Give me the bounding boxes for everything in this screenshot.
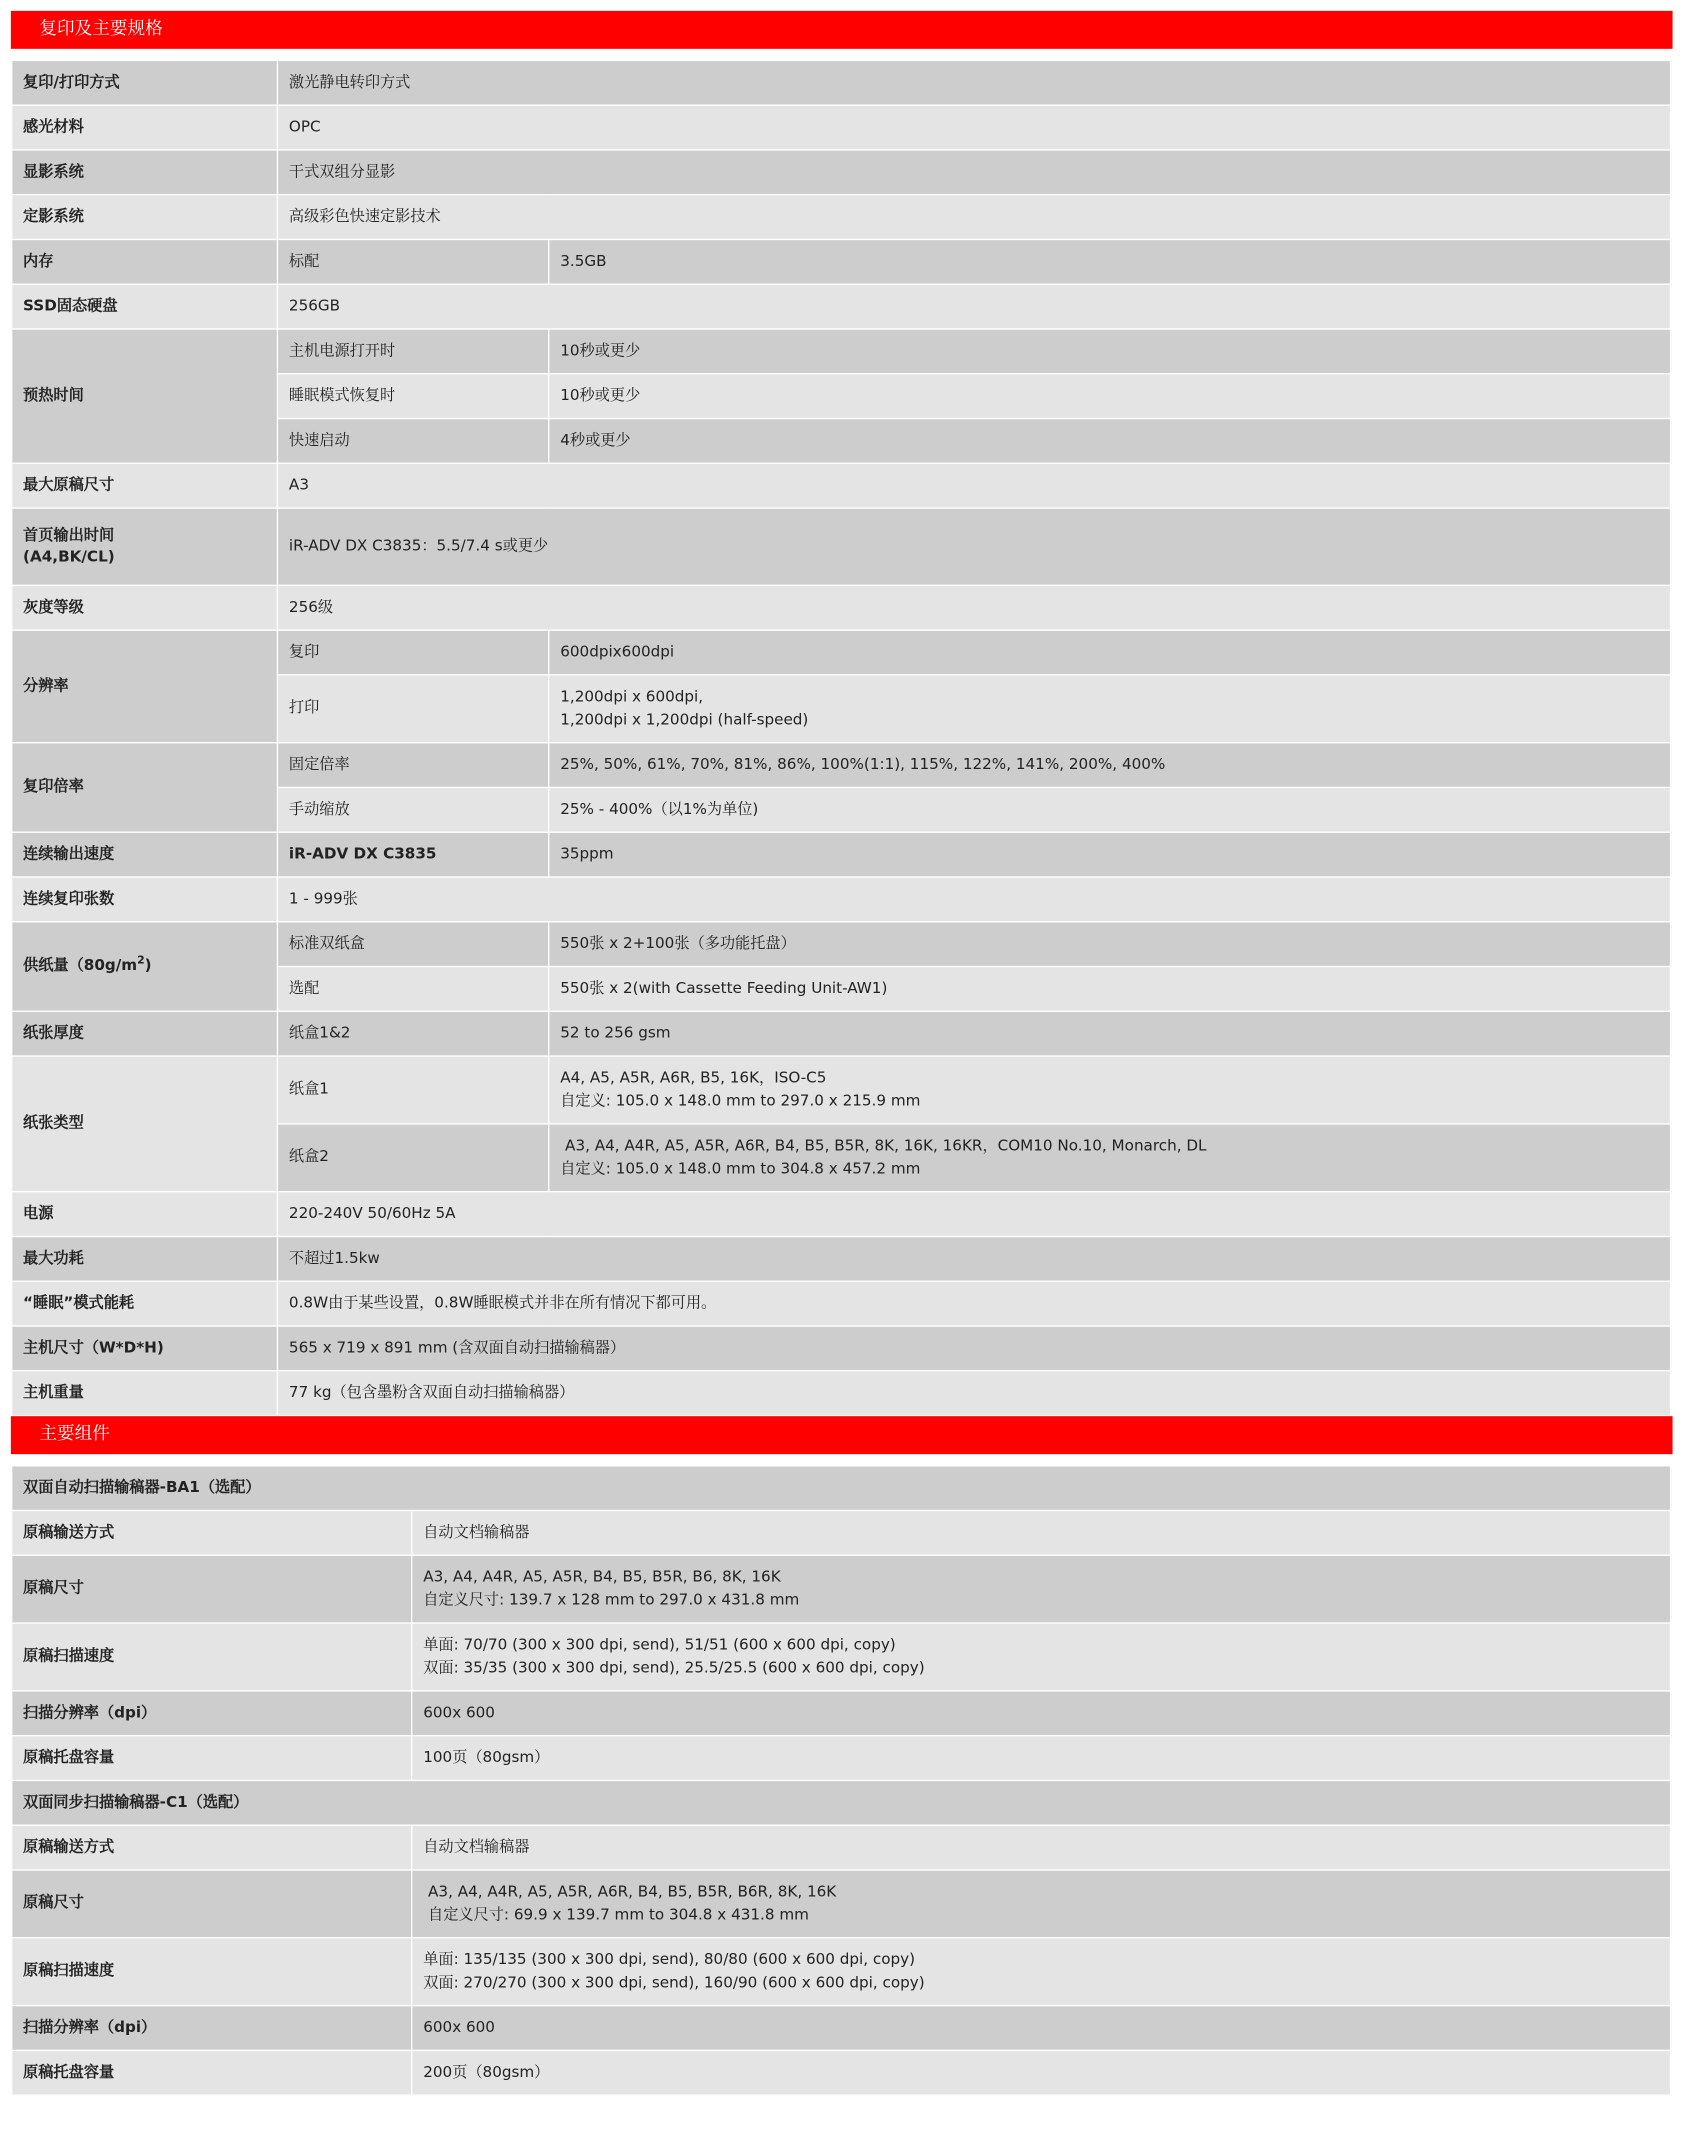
row-value: 不超过1.5kw	[277, 1236, 1670, 1281]
paper-supply-label: 供纸量（80g/m	[23, 956, 138, 975]
row-label: 主机尺寸（W*D*H)	[12, 1326, 278, 1371]
table-row	[12, 630, 1671, 675]
table-row	[12, 743, 1671, 788]
value-line: A3, A4, A4R, A5, A5R, A6R, B4, B5, B5R, 8K, 16K, 16KR，COM10 No.10, Monarch, DL	[560, 1136, 1207, 1155]
row-value: 10秒或更少	[549, 329, 1671, 374]
row-label	[12, 508, 278, 585]
row-label: 最大功耗	[12, 1236, 278, 1281]
row-value: 自动文档输稿器	[412, 1825, 1671, 1870]
table-row	[12, 922, 1671, 967]
row-sublabel: 纸盒2	[277, 1124, 548, 1192]
row-sublabel: 纸盒1	[277, 1056, 548, 1124]
value-line: 双面: 35/35 (300 x 300 dpi, send), 25.5/25.5 (600 x 600 dpi, copy)	[423, 1658, 925, 1676]
table-row	[12, 1623, 1671, 1691]
row-value: 3.5GB	[549, 239, 1671, 284]
superscript: 2	[137, 954, 145, 967]
row-value	[549, 675, 1671, 743]
row-value	[412, 1938, 1671, 2006]
component-title: 双面自动扫描输稿器-BA1（选配）	[12, 1466, 1671, 1511]
row-label: 原稿托盘容量	[12, 1736, 412, 1781]
value-line: 单面: 70/70 (300 x 300 dpi, send), 51/51 (600 x 600 dpi, copy)	[423, 1635, 896, 1654]
row-label: 定影系统	[12, 195, 278, 240]
table-row	[12, 239, 1671, 284]
main-specs-table	[11, 60, 1671, 1417]
row-sublabel: 标准双纸盒	[277, 922, 548, 967]
row-label: 原稿扫描速度	[12, 1938, 412, 2006]
row-value: 550张 x 2+100张（多功能托盘）	[549, 922, 1671, 967]
section-header-components: 主要组件	[11, 1416, 1673, 1454]
row-value: 600x 600	[412, 2006, 1671, 2051]
component-title: 双面同步扫描输稿器-C1（选配）	[12, 1780, 1671, 1825]
row-label: 原稿输送方式	[12, 1825, 412, 1870]
row-value: 自动文档输稿器	[412, 1510, 1671, 1555]
row-sublabel: 选配	[277, 967, 548, 1012]
first-copy-label-line1: 首页输出时间	[23, 525, 115, 544]
row-label: 预热时间	[12, 329, 278, 463]
row-label: 灰度等级	[12, 585, 278, 630]
value-line: 自定义尺寸: 69.9 x 139.7 mm to 304.8 x 431.8 mm	[423, 1905, 809, 1923]
row-value	[412, 1623, 1671, 1691]
row-value: 256级	[277, 585, 1670, 630]
row-value	[412, 1870, 1671, 1938]
row-label: 主机重量	[12, 1371, 278, 1416]
row-value	[549, 1124, 1671, 1192]
table-row	[12, 1510, 1671, 1555]
row-label: 原稿托盘容量	[12, 2050, 412, 2095]
table-row	[12, 1371, 1671, 1416]
row-label: SSD固态硬盘	[12, 284, 278, 329]
row-value: 565 x 719 x 891 mm (含双面自动扫描输稿器）	[277, 1326, 1670, 1371]
table-row	[12, 1825, 1671, 1870]
value-line: 1,200dpi x 1,200dpi (half-speed)	[560, 710, 809, 728]
table-row	[12, 585, 1671, 630]
row-label: 显影系统	[12, 150, 278, 195]
row-label: 原稿扫描速度	[12, 1623, 412, 1691]
table-row	[12, 1466, 1671, 1511]
row-value: 0.8W由于某些设置，0.8W睡眠模式并非在所有情况下都可用。	[277, 1281, 1670, 1326]
paper-supply-label-end: )	[144, 956, 152, 975]
row-label: 分辨率	[12, 630, 278, 743]
section-header-main-specs: 复印及主要规格	[11, 11, 1673, 49]
row-value: 600dpix600dpi	[549, 630, 1671, 675]
row-label: 纸张厚度	[12, 1011, 278, 1056]
row-value: 干式双组分显影	[277, 150, 1670, 195]
table-row	[12, 2050, 1671, 2095]
table-row	[12, 1736, 1671, 1781]
row-value	[549, 1056, 1671, 1124]
row-value: 100页（80gsm）	[412, 1736, 1671, 1781]
row-value: OPC	[277, 105, 1670, 150]
first-copy-label-line2: (A4,BK/CL)	[23, 548, 115, 566]
row-value: 220-240V 50/60Hz 5A	[277, 1192, 1670, 1237]
table-row	[12, 195, 1671, 240]
table-row	[12, 1192, 1671, 1237]
row-value: 25%, 50%, 61%, 70%, 81%, 86%, 100%(1:1), 115%, 122%, 141%, 200%, 400%	[549, 743, 1671, 788]
value-line: 自定义尺寸: 139.7 x 128 mm to 297.0 x 431.8 mm	[423, 1590, 800, 1609]
row-value: 高级彩色快速定影技术	[277, 195, 1670, 240]
row-value: 激光静电转印方式	[277, 60, 1670, 105]
row-label: 纸张类型	[12, 1056, 278, 1192]
table-row	[12, 1691, 1671, 1736]
value-line: A3, A4, A4R, A5, A5R, A6R, B4, B5, B5R, B6R, 8K, 16K	[423, 1882, 837, 1901]
table-row	[12, 1011, 1671, 1056]
table-row	[12, 329, 1671, 374]
row-value: 256GB	[277, 284, 1670, 329]
value-line: A4, A5, A5R, A6R, B5, 16K，ISO-C5	[560, 1068, 827, 1087]
row-label	[12, 922, 278, 1012]
row-value: 550张 x 2(with Cassette Feeding Unit-AW1)	[549, 967, 1671, 1012]
table-row	[12, 1056, 1671, 1124]
row-sublabel: 睡眠模式恢复时	[277, 374, 548, 419]
table-row	[12, 1236, 1671, 1281]
table-row	[12, 1326, 1671, 1371]
table-row	[12, 877, 1671, 922]
row-sublabel: 纸盒1&2	[277, 1011, 548, 1056]
table-row	[12, 1870, 1671, 1938]
table-row	[12, 105, 1671, 150]
row-value: A3	[277, 463, 1670, 508]
row-value: 52 to 256 gsm	[549, 1011, 1671, 1056]
row-label: 内存	[12, 239, 278, 284]
value-line: 自定义: 105.0 x 148.0 mm to 304.8 x 457.2 mm	[560, 1159, 921, 1177]
row-sublabel: 手动缩放	[277, 787, 548, 832]
table-row	[12, 150, 1671, 195]
row-label: 原稿输送方式	[12, 1510, 412, 1555]
row-label: 复印/打印方式	[12, 60, 278, 105]
row-sublabel: 主机电源打开时	[277, 329, 548, 374]
value-line: A3, A4, A4R, A5, A5R, B4, B5, B5R, B6, 8K, 16K	[423, 1568, 781, 1586]
table-row	[12, 1281, 1671, 1326]
row-label: 电源	[12, 1192, 278, 1237]
table-row	[12, 463, 1671, 508]
row-sublabel: 打印	[277, 675, 548, 743]
row-sublabel: 快速启动	[277, 418, 548, 463]
row-label: 复印倍率	[12, 743, 278, 833]
row-sublabel: iR-ADV DX C3835	[277, 832, 548, 877]
row-value: 35ppm	[549, 832, 1671, 877]
row-sublabel: 复印	[277, 630, 548, 675]
table-row	[12, 1555, 1671, 1623]
value-line: 双面: 270/270 (300 x 300 dpi, send), 160/90 (600 x 600 dpi, copy)	[423, 1973, 925, 1991]
row-value: 200页（80gsm）	[412, 2050, 1671, 2095]
value-line: 自定义: 105.0 x 148.0 mm to 297.0 x 215.9 mm	[560, 1091, 921, 1109]
table-row	[12, 1938, 1671, 2006]
row-value: iR-ADV DX C3835：5.5/7.4 s或更少	[277, 508, 1670, 585]
row-label: 扫描分辨率（dpi）	[12, 1691, 412, 1736]
row-value: 4秒或更少	[549, 418, 1671, 463]
table-row	[12, 508, 1671, 585]
row-label: 原稿尺寸	[12, 1555, 412, 1623]
table-row	[12, 832, 1671, 877]
row-sublabel: 标配	[277, 239, 548, 284]
table-row	[12, 1780, 1671, 1825]
row-label: 连续输出速度	[12, 832, 278, 877]
row-value: 77 kg（包含墨粉含双面自动扫描输稿器）	[277, 1371, 1670, 1416]
row-label: “睡眠”模式能耗	[12, 1281, 278, 1326]
row-value	[412, 1555, 1671, 1623]
table-row	[12, 2006, 1671, 2051]
table-row	[12, 60, 1671, 105]
table-row	[12, 284, 1671, 329]
components-table	[11, 1465, 1671, 2096]
row-label: 感光材料	[12, 105, 278, 150]
row-label: 扫描分辨率（dpi）	[12, 2006, 412, 2051]
row-value: 25% - 400%（以1%为单位)	[549, 787, 1671, 832]
row-label: 最大原稿尺寸	[12, 463, 278, 508]
value-line: 1,200dpi x 600dpi,	[560, 687, 704, 706]
value-line: 单面: 135/135 (300 x 300 dpi, send), 80/80 (600 x 600 dpi, copy)	[423, 1950, 916, 1969]
row-label: 原稿尺寸	[12, 1870, 412, 1938]
row-value: 1 - 999张	[277, 877, 1670, 922]
row-value: 600x 600	[412, 1691, 1671, 1736]
row-sublabel: 固定倍率	[277, 743, 548, 788]
row-label: 连续复印张数	[12, 877, 278, 922]
row-value: 10秒或更少	[549, 374, 1671, 419]
